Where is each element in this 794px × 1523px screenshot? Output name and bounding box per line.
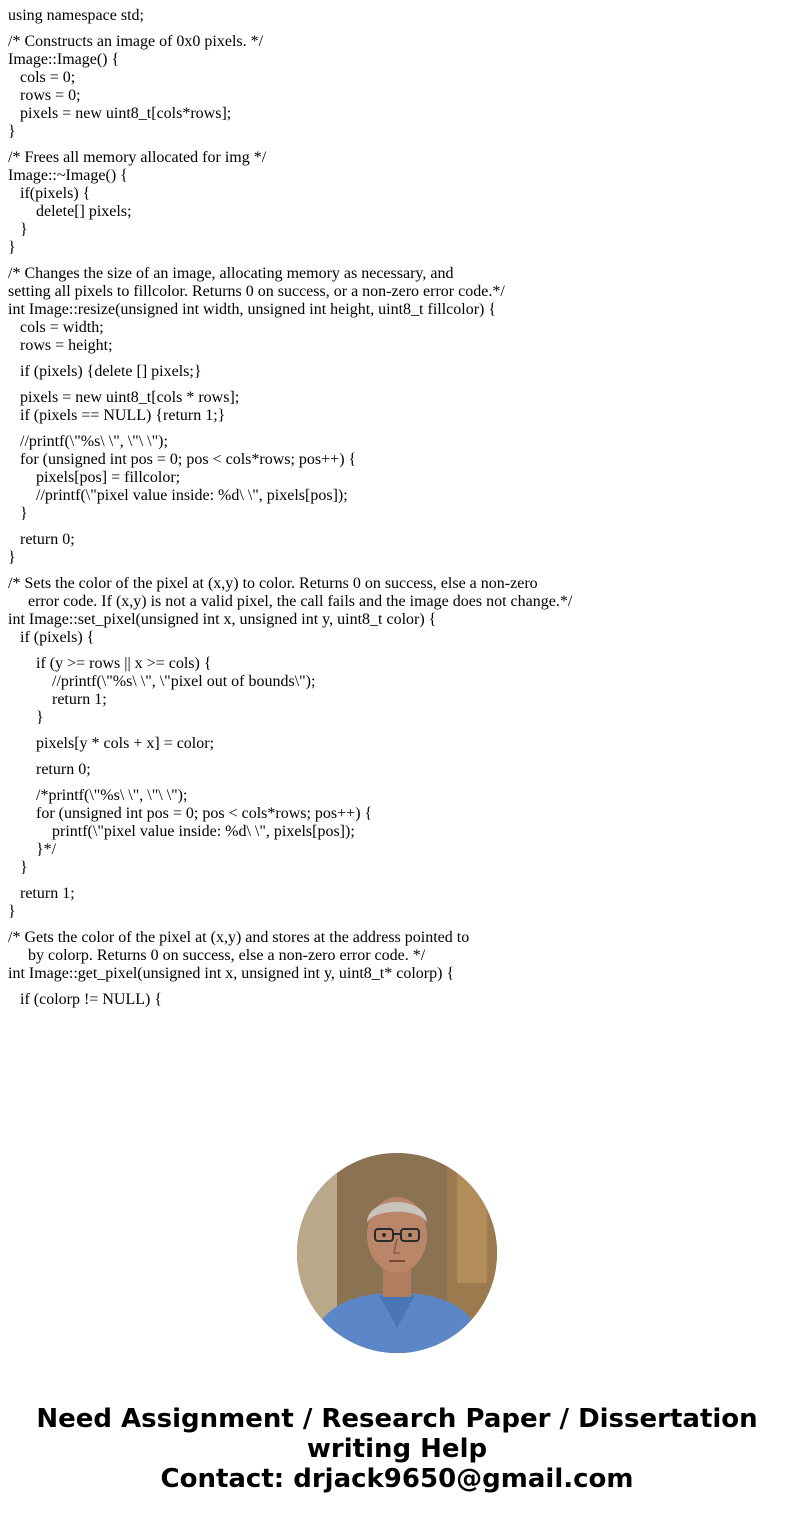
code-line: } (8, 505, 28, 522)
code-line: /* Gets the color of the pixel at (x,y) and stores at the address pointed to (8, 929, 470, 946)
code-line: } (8, 549, 16, 566)
code-line: /* Changes the size of an image, allocating memory as necessary, and (8, 265, 454, 282)
code-line: rows = height; (8, 337, 113, 354)
code-line: } (8, 221, 28, 238)
code-line: } (8, 903, 16, 920)
code-line: pixels = new uint8_t[cols * rows]; (8, 389, 240, 406)
code-line: //printf(\"pixel value inside: %d\ \", pixels[pos]); (8, 487, 348, 504)
code-line: if (pixels) { (8, 629, 95, 646)
code-line: /* Constructs an image of 0x0 pixels. */ (8, 33, 264, 50)
code-line: pixels[y * cols + x] = color; (8, 735, 215, 752)
code-line: return 0; (8, 761, 91, 778)
code-line: //printf(\"%s\ \", \"pixel out of bounds\"); (8, 673, 316, 690)
promo-contact: Contact: drjack9650@gmail.com (160, 1464, 634, 1494)
promo-line-2: writing Help (306, 1434, 488, 1464)
code-line: if (pixels) {delete [] pixels;} (8, 363, 202, 380)
code-line: by colorp. Returns 0 on success, else a non-zero error code. */ (8, 947, 426, 964)
code-line: delete[] pixels; (8, 203, 132, 220)
code-line: return 0; (8, 531, 75, 548)
code-listing (8, 7, 788, 1123)
code-line: return 1; (8, 691, 107, 708)
code-line: if (y >= rows || x >= cols) { (8, 655, 212, 672)
code-line: //printf(\"%s\ \", \"\ \"); (8, 433, 168, 450)
code-line: } (8, 709, 44, 726)
code-line: int Image::set_pixel(unsigned int x, unsigned int y, uint8_t color) { (8, 611, 437, 628)
code-line: int Image::get_pixel(unsigned int x, unsigned int y, uint8_t* colorp) { (8, 965, 455, 982)
code-line: if (pixels == NULL) {return 1;} (8, 407, 226, 424)
code-line: return 1; (8, 885, 75, 902)
code-line: /* Frees all memory allocated for img */ (8, 149, 267, 166)
code-line: for (unsigned int pos = 0; pos < cols*rows; pos++) { (8, 805, 373, 822)
code-line: } (8, 859, 28, 876)
code-line: pixels[pos] = fillcolor; (8, 469, 181, 486)
code-line: int Image::resize(unsigned int width, unsigned int height, uint8_t fillcolor) { (8, 301, 497, 318)
author-avatar (297, 1153, 497, 1353)
code-line: /* Sets the color of the pixel at (x,y) to color. Returns 0 on success, else a non-zero (8, 575, 538, 592)
code-line: cols = width; (8, 319, 104, 336)
code-line: } (8, 239, 16, 256)
code-line: } (8, 123, 16, 140)
code-line: using namespace std; (8, 7, 144, 24)
code-line: }*/ (8, 841, 57, 858)
code-line: error code. If (x,y) is not a valid pixel, the call fails and the image does not change.*/ (8, 593, 573, 610)
promo-line-1: Need Assignment / Research Paper / Dissertation (36, 1404, 758, 1434)
code-line: if (colorp != NULL) { (8, 991, 162, 1008)
code-line: Image::~Image() { (8, 167, 128, 184)
code-line: rows = 0; (8, 87, 81, 104)
code-line: setting all pixels to fillcolor. Returns 0 on success, or a non-zero error code.*/ (8, 283, 505, 300)
code-line: printf(\"pixel value inside: %d\ \", pixels[pos]); (8, 823, 355, 840)
code-line: pixels = new uint8_t[cols*rows]; (8, 105, 232, 122)
code-line: cols = 0; (8, 69, 76, 86)
code-line: /*printf(\"%s\ \", \"\ \"); (8, 787, 188, 804)
person-portrait-icon (297, 1153, 497, 1353)
promo-banner (0, 1404, 794, 1494)
code-line: Image::Image() { (8, 51, 120, 68)
code-line: if(pixels) { (8, 185, 91, 202)
code-line: for (unsigned int pos = 0; pos < cols*rows; pos++) { (8, 451, 357, 468)
